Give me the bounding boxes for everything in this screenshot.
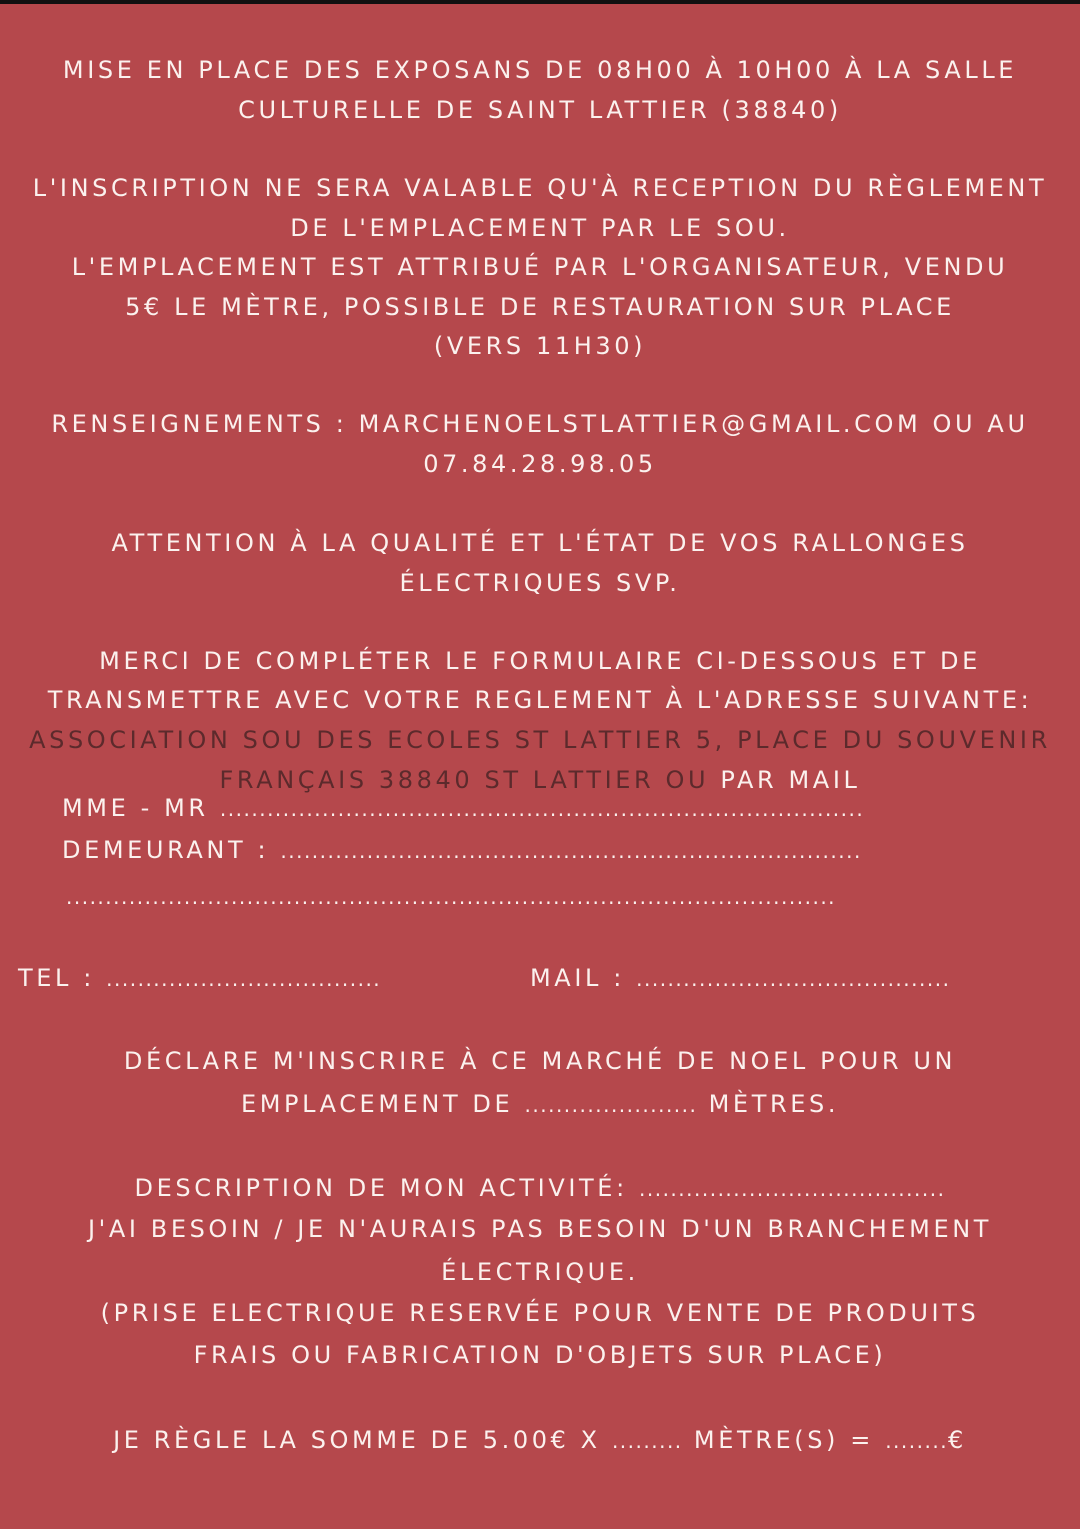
meters-dots[interactable]: .........	[611, 1429, 683, 1453]
declaration-line-2	[0, 1084, 1080, 1124]
declaration-text-a: EMPLACEMENT DE	[240, 1090, 525, 1118]
registration-line-5: (VERS 11H30)	[433, 332, 647, 360]
warning-line-1: ATTENTION À LA QUALITÉ ET L'ÉTAT DE VOS RALLONGES	[111, 529, 969, 557]
top-border	[0, 0, 1080, 4]
setup-line-2: CULTURELLE DE SAINT LATTIER (38840)	[238, 96, 842, 124]
activity-line-4: (PRISE ELECTRIQUE RESERVÉE POUR VENTE DE PRODUITS	[100, 1299, 980, 1327]
registration-line-2: DE L'EMPLACEMENT PAR LE SOU.	[290, 214, 790, 242]
address-label: DEMEURANT :	[62, 836, 270, 864]
address-dots-2: ..................................................................................................	[66, 885, 837, 909]
address-field[interactable]	[62, 830, 1022, 870]
tel-label: TEL :	[18, 964, 95, 992]
activity-line-2: J'AI BESOIN / JE N'AURAIS PAS BESOIN D'UN BRANCHEMENT	[87, 1215, 993, 1243]
payment-line	[0, 1420, 1080, 1460]
payment-text-2: MÈTRE(S) =	[682, 1426, 886, 1454]
mail-dots: ........................................	[636, 967, 951, 991]
form-intro-line-1: MERCI DE COMPLÉTER LE FORMULAIRE CI-DESSOUS ET DE	[99, 647, 981, 675]
name-field[interactable]	[62, 788, 1022, 828]
form-intro-line-2: TRANSMETTRE AVEC VOTRE REGLEMENT À L'ADRESSE SUIVANTE:	[47, 686, 1033, 714]
address-field-2[interactable]	[66, 876, 1026, 916]
address-line-2-text: FRANÇAIS 38840 ST LATTIER OU	[219, 766, 710, 794]
mail-label: MAIL :	[530, 964, 625, 992]
activity-label: DESCRIPTION DE MON ACTIVITÉ:	[134, 1174, 639, 1202]
declaration-text-b: MÈTRES.	[697, 1090, 840, 1118]
address-dots: ..........................................................................	[280, 839, 862, 863]
total-dots[interactable]: ........	[885, 1429, 949, 1453]
setup-line-1: MISE EN PLACE DES EXPOSANS DE 08H00 À 10H00 À LA SALLE	[62, 56, 1018, 84]
registration-line-1: L'INSCRIPTION NE SERA VALABLE QU'À RECEPTION DU RÈGLEMENT	[32, 174, 1048, 202]
registration-line-4: 5€ LE MÈTRE, POSSIBLE DE RESTAURATION SUR PLACE	[125, 293, 955, 321]
name-dots: ..................................................................................	[219, 797, 865, 821]
mail-field[interactable]	[530, 958, 1070, 998]
registration-line-3: L'EMPLACEMENT EST ATTRIBUÉ PAR L'ORGANISATEUR, VENDU	[71, 253, 1009, 281]
activity-line-5: FRAIS OU FABRICATION D'OBJETS SUR PLACE)	[193, 1341, 887, 1369]
name-label: MME - MR	[62, 794, 209, 822]
length-dots[interactable]: ......................	[524, 1093, 698, 1117]
payment-text-1: JE RÈGLE LA SOMME DE 5.00€ X	[113, 1426, 612, 1454]
declaration-line-1: DÉCLARE M'INSCRIRE À CE MARCHÉ DE NOEL POUR UN	[123, 1047, 957, 1075]
info-phone: 07.84.28.98.05	[423, 450, 657, 478]
activity-dots[interactable]: .......................................	[639, 1177, 946, 1201]
euro-sign: €	[948, 1426, 967, 1454]
by-mail-text: PAR MAIL	[709, 766, 861, 794]
warning-line-2: ÉLECTRIQUES SVP.	[399, 569, 681, 597]
activity-line-3: ÉLECTRIQUE.	[441, 1258, 639, 1286]
info-line-1: RENSEIGNEMENTS : MARCHENOELSTLATTIER@GMAIL.COM OU AU	[51, 410, 1029, 438]
activity-line-1	[0, 1168, 1080, 1208]
address-line-1: ASSOCIATION SOU DES ECOLES ST LATTIER 5, PLACE DU SOUVENIR	[29, 726, 1051, 754]
tel-field[interactable]	[18, 958, 498, 998]
tel-dots: ...................................	[106, 967, 382, 991]
